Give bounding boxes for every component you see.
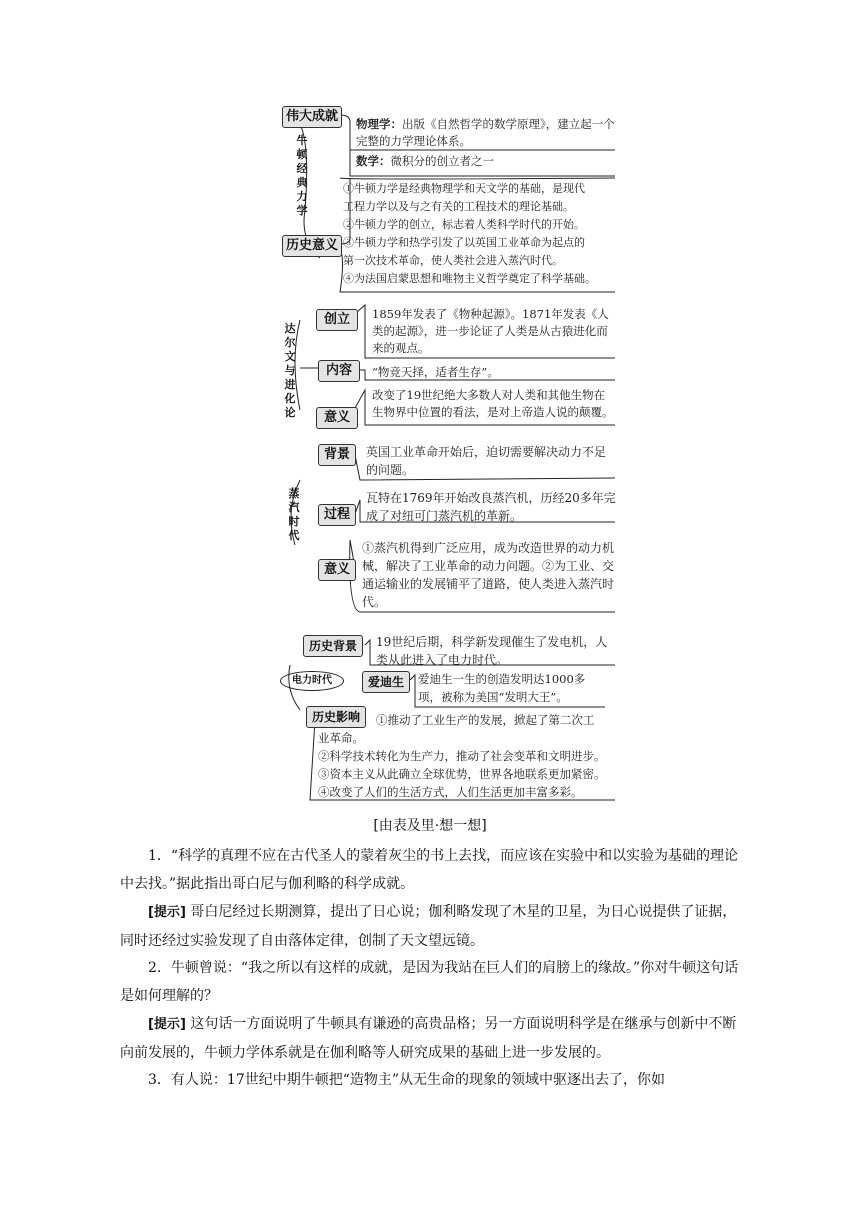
electric-impact-label: 历史影响 bbox=[306, 706, 366, 728]
hint-2 bbox=[120, 1010, 742, 1067]
hint-1-label: [提示] bbox=[148, 905, 186, 920]
section-title: [由表及里·想一想] bbox=[373, 818, 487, 834]
significance-line: 第一次技术革命，使人类社会进入蒸汽时代。 bbox=[343, 254, 563, 267]
hint-2-label: [提示] bbox=[148, 1017, 186, 1032]
steam-center-label: 蒸 汽 时 代 bbox=[288, 487, 300, 542]
hint-1 bbox=[120, 898, 742, 955]
hint-1-text: 哥白尼经过长期测算，提出了日心说；伽利略发现了木星的卫星，为日心说提供了证据，同时还经过实验发现了自由落体定律，创制了天文望远镜。 bbox=[120, 904, 737, 949]
create-label: 创立 bbox=[316, 309, 358, 331]
newton-center-label: 牛 顿 经 典 力 学 bbox=[296, 134, 308, 217]
question-3: 3．有人说：17世纪中期牛顿把“造物主”从无生命的现象的领域中驱逐出去了，你如 bbox=[148, 1072, 666, 1088]
darwin-center-label: 达 尔 文 与 进 化 论 bbox=[284, 322, 296, 419]
significance-line: ②牛顿力学的创立，标志着人类科学时代的开始。 bbox=[343, 218, 585, 231]
impact-line: 业革命。 bbox=[318, 731, 364, 745]
physics-text: 出版《自然哲学的数学原理》，建立起一个完整的力学理论体系。 bbox=[356, 117, 615, 148]
darwin-meaning-label: 意义 bbox=[316, 407, 358, 429]
electric-bg-text: 19世纪后期，科学新发现催生了发电机，人类从此进入了电力时代。 bbox=[376, 635, 608, 667]
darwin-meaning-text: 改变了19世纪绝大多数人对人类和其他生物在生物界中位置的看法，是对上帝造人说的颠覆。 bbox=[372, 388, 614, 419]
electric-bg-label: 历史背景 bbox=[303, 635, 363, 657]
achievement-label: 伟大成就 bbox=[282, 106, 342, 128]
physics-title: 物理学： bbox=[356, 117, 402, 131]
significance-list bbox=[343, 180, 618, 288]
steam-meaning-label: 意义 bbox=[318, 559, 356, 581]
significance-label: 历史意义 bbox=[282, 235, 342, 257]
edison-text: 爱迪生一生的创造发明达1000多项，被称为美国“发明大王”。 bbox=[418, 672, 586, 704]
steam-meaning-text: ①蒸汽机得到广泛应用，成为改造世界的动力机械，解决了工业革命的动力问题。②为工业、交通运输业的发展铺平了道路，使人类进入蒸汽时代。 bbox=[362, 541, 615, 609]
steam-process-text: 瓦特在1769年开始改良蒸汽机，历经20多年完成了对纽可门蒸汽机的革新。 bbox=[366, 491, 616, 523]
impact-line: ②科学技术转化为生产力，推动了社会变革和文明进步。 bbox=[318, 749, 606, 763]
edison-label: 爱迪生 bbox=[362, 671, 410, 693]
steam-process-label: 过程 bbox=[318, 504, 356, 526]
content-label: 内容 bbox=[318, 360, 360, 382]
content-text: “物竞天择，适者生存”。 bbox=[372, 365, 499, 379]
significance-line: ①牛顿力学是经典物理学和天文学的基础，是现代 bbox=[343, 182, 585, 195]
hint-2-text: 这句话一方面说明了牛顿具有谦逊的高贵品格；另一方面说明科学是在继承与创新中不断向前发展的，牛顿力学体系就是在伽利略等人研究成果的基础上进一步发展的。 bbox=[120, 1016, 737, 1061]
significance-line: ④为法国启蒙思想和唯物主义哲学奠定了科学基础。 bbox=[343, 272, 596, 285]
physics-item bbox=[356, 116, 618, 150]
question-1: 1．“科学的真理不应在古代圣人的蒙着灰尘的书上去找，而应该在实验中和以实验为基础的理论中去找。”据此指出哥白尼与伽利略的科学成就。 bbox=[120, 848, 739, 892]
impact-line: ④改变了人们的生活方式，人们生活更加丰富多彩。 bbox=[318, 785, 583, 799]
math-item bbox=[356, 153, 618, 170]
create-text: 1859年发表了《物种起源》。1871年发表《人类的起源》，进一步论证了人类是从古猿进化而来的观点。 bbox=[372, 307, 609, 355]
significance-line: ③牛顿力学和热学引发了以英国工业革命为起点的 bbox=[343, 236, 585, 249]
steam-bg-text: 英国工业革命开始后，迫切需要解决动力不足的问题。 bbox=[366, 445, 607, 477]
significance-line: 工程力学以及与之有关的工程技术的理论基础。 bbox=[343, 200, 574, 213]
electric-impact-list bbox=[318, 711, 616, 801]
math-title: 数学： bbox=[356, 154, 391, 168]
impact-line: ③资本主义从此确立全球优势，世界各地联系更加紧密。 bbox=[318, 767, 606, 781]
electric-center-label: 电力时代 bbox=[280, 671, 344, 691]
math-text: 微积分的创立者之一 bbox=[390, 154, 494, 168]
steam-bg-label: 背景 bbox=[318, 444, 356, 466]
impact-line: ①推动了工业生产的发展，掀起了第二次工 bbox=[376, 713, 595, 727]
question-2: 2．牛顿曾说：“我之所以有这样的成就，是因为我站在巨人们的肩膀上的缘故。”你对牛顿这句话是如何理解的？ bbox=[120, 960, 739, 1004]
